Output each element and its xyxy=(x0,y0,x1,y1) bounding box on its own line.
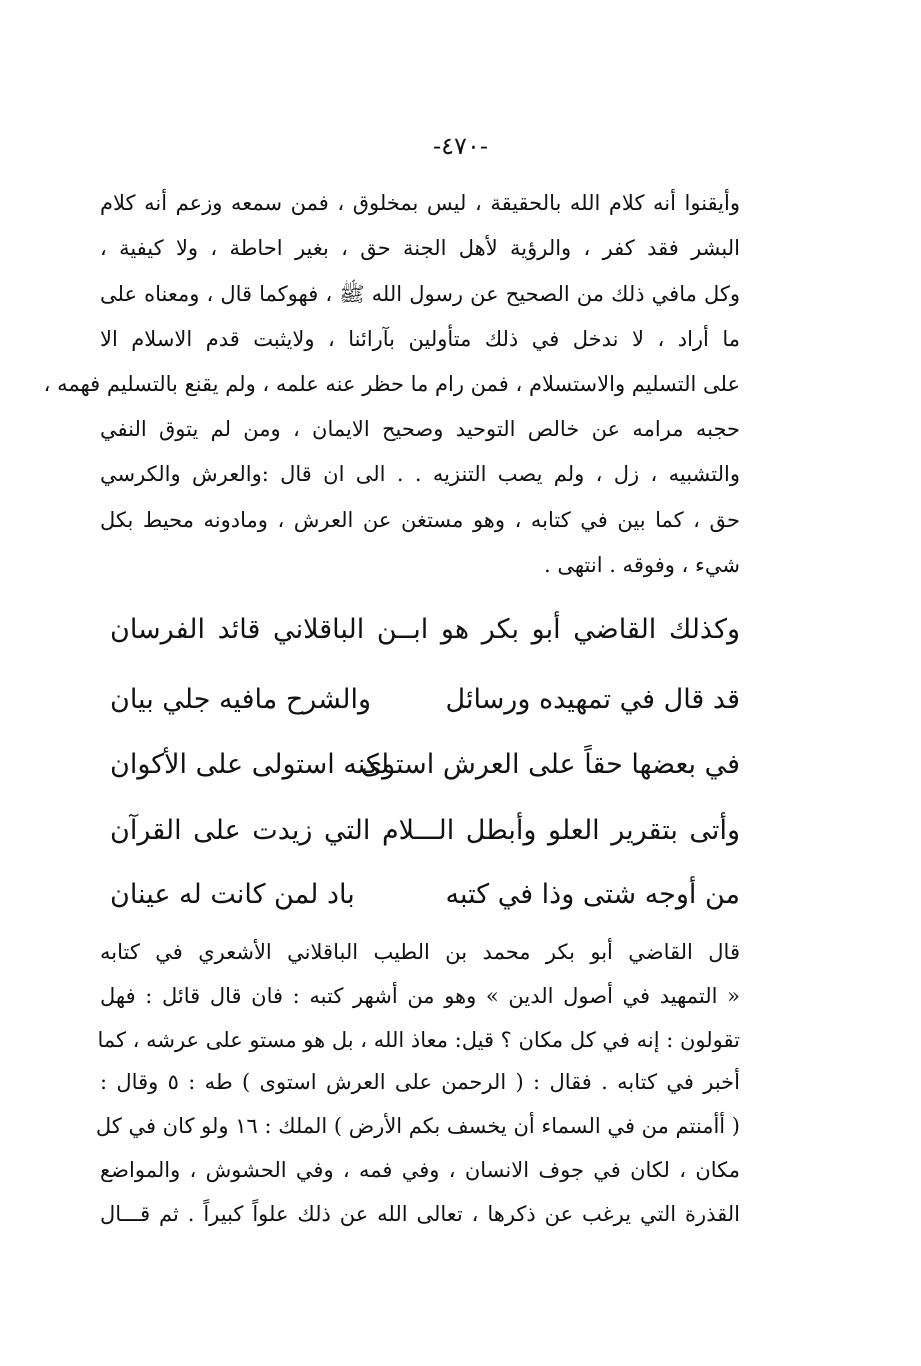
text-line: حجبه مرامه عن خالص التوحيد وصحيح الايمان ، ومن لم يتوق النفي xyxy=(100,417,740,441)
text-line: قال القاضي أبو بكر محمد بن الطيب الباقلاني الأشعري في كتابه xyxy=(100,940,740,964)
text-line: ( أأمنتم من في السماء أن يخسف بكم الأرض ) الملك : ١٦ ولو كان في كل xyxy=(95,1114,740,1138)
text-line: وأيقنوا أنه كلام الله بالحقيقة ، ليس بمخلوق ، فمن سمعه وزعم أنه كلام xyxy=(100,191,740,215)
text-line: وكل مافي ذلك من الصحيح عن رسول الله ﷺ ، فهوكما قال ، ومعناه على xyxy=(100,282,740,306)
verse-line xyxy=(110,870,740,920)
text-line: والتشبيه ، زل ، ولم يصب التنزيه . . الى ان قال :والعرش والكرسي xyxy=(100,462,740,486)
paragraph-2 xyxy=(95,937,740,1267)
text-line: حق ، كما بين في كتابه ، وهو مستغن عن العرش ، ومادونه محيط بكل xyxy=(100,508,740,532)
text-line: أخبر في كتابه . فقال : ( الرحمن على العرش استوى ) طه : ٥ وقال : xyxy=(100,1070,740,1094)
verse-first-hemistich: قد قال في تمهيده ورسائل xyxy=(445,684,740,715)
text-line: القذرة التي يرغب عن ذكرها ، تعالى الله عن ذلك علواً كبيراً . ثم قـــال xyxy=(100,1202,740,1226)
verse-first-hemistich: من أوجه شتى وذا في كتبه xyxy=(445,879,740,910)
paragraph-1 xyxy=(43,188,741,598)
verse-line xyxy=(110,740,740,790)
text-line: تقولون : إنه في كل مكان ؟ قيل: معاذ الله ، بل هو مستو على عرشه ، كما xyxy=(97,1028,740,1052)
text-line: على التسليم والاستسلام ، فمن رام ما حظر عنه علمه ، ولم يقنع بالتسليم فهمه ، xyxy=(43,372,740,396)
verse-first-hemistich: في بعضها حقاً على العرش استوى xyxy=(360,749,740,780)
verse-first-hemistich: وأتى بتقرير العلو وأبطل الـــلام التي زيدت على القرآن xyxy=(110,815,740,846)
verse-line xyxy=(110,605,740,655)
text-line: ما أراد ، لا ندخل في ذلك متأولين بآرائنا ، ولايثبت قدم الاسلام الا xyxy=(100,327,741,351)
verse-line xyxy=(110,675,740,725)
text-line: « التمهيد في أصول الدين » وهو من أشهر كتبه : فان قال قائل : فهل xyxy=(100,984,740,1008)
text-line: مكان ، لكان في جوف الانسان ، وفي فمه ، وفي الحشوش ، والمواضع xyxy=(100,1158,740,1182)
verse-second-hemistich: والشرح مافيه جلي بيان xyxy=(110,684,371,715)
verse-first-hemistich: وكذلك القاضي أبو بكر هو ابــن الباقلاني قائد الفرسان xyxy=(110,614,740,645)
text-line: شيء ، وفوقه . انتهى . xyxy=(543,553,740,577)
text-line: البشر فقد كفر ، والرؤية لأهل الجنة حق ، بغير احاطة ، ولا كيفية ، xyxy=(100,236,740,260)
verse-second-hemistich: باد لمن كانت له عينان xyxy=(110,879,355,910)
verse-second-hemistich: لكنه استولى على الأكوان xyxy=(110,749,390,780)
page-number: -٤٧٠- xyxy=(433,132,488,160)
verse-line xyxy=(110,806,740,856)
